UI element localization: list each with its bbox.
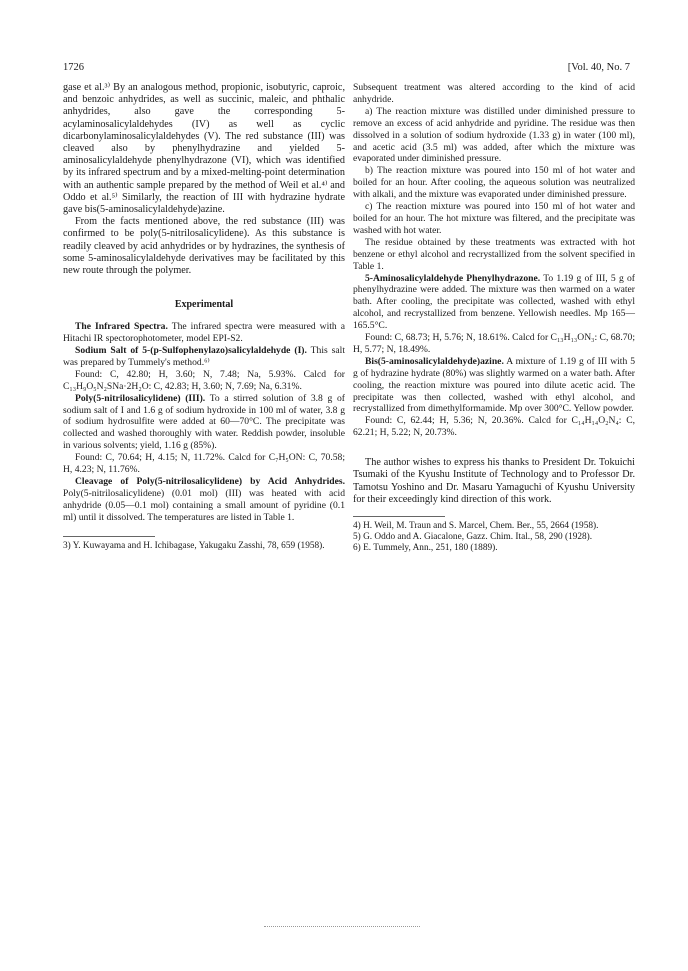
footnote-3: 3) Y. Kuwayama and H. Ichibagase, Yakugaku Zasshi, 78, 659 (1958). xyxy=(63,540,325,551)
acknowledgement: The author wishes to express his thanks to President Dr. Tokuichi Tsumaki of the Kyushu Institute of Technology and to Professor Dr. Tamotsu Yoshino and Dr. Masaru Yamaguchi of Kyushu University for their exceedingly kind direction of this work. xyxy=(353,457,635,505)
phenylhydrazone-analysis: Found: C, 68.73; H, 5.76; N, 18.61%. Calcd for C₁₃H₁₃ON₃: C, 68.70; H, 5.77; N, 18.49%. xyxy=(353,332,635,355)
residue-paragraph: The residue obtained by these treatments was extracted with hot benzene or ethyl alcohol and recrystallized from the solvent specified in Table 1. xyxy=(353,236,635,272)
left-column xyxy=(63,82,345,552)
sodium-salt-text: This salt was prepared by Tummely's method.⁶⁾ xyxy=(63,344,345,368)
section-heading-experimental: Experimental xyxy=(174,299,234,311)
polymer-title: Poly(5-nitrilosalicylidene) (III). xyxy=(75,392,206,404)
phenylhydrazone-paragraph xyxy=(353,273,635,333)
azine-title: Bis(5-aminosalicylaldehyde)azine. xyxy=(365,355,504,367)
ir-spectra-title: The Infrared Spectra. xyxy=(75,321,168,333)
treatment-intro: Subsequent treatment was altered according to the kind of acid anhydride. xyxy=(353,82,635,105)
footnote-6: 6) E. Tummely, Ann., 251, 180 (1889). xyxy=(353,543,498,554)
cleavage-title: Cleavage of Poly(5-nitrilosalicylidene) by Acid Anhydrides. xyxy=(75,475,345,487)
discussion-paragraph-2: From the facts mentioned above, the red substance (III) was confirmed to be poly(5-nitrilosalicylidene). As this substance is readily cleaved by acid anhydrides or by hydrazines, the synthesis of some 5-aminosalicylaldehyde derivatives may be facilitated by this new route through the polymer. xyxy=(63,216,345,277)
bottom-rule xyxy=(264,926,420,927)
page-number: 1726 xyxy=(63,62,84,73)
azine-analysis: Found: C, 62.44; H, 5.36; N, 20.36%. Calcd for C₁₄H₁₄O₂N₄: C, 62.21; H, 5.22; N, 20.73%. xyxy=(353,415,635,439)
sodium-salt-title: Sodium Salt of 5-(p-Sulfophenylazo)salicylaldehyde (I). xyxy=(75,344,307,356)
cleavage-paragraph xyxy=(63,476,345,524)
polymer-text: To a stirred solution of 3.8 g of sodium salt of I and 1.6 g of sodium hydroxide in 100 ml of water, 3.8 g of sodium hydrosulfite were added at 60—70°C. The precipitate was collected and washed thoroughly with water. Reddish powder, insoluble in various solvents; yield, 1.16 g (85%). xyxy=(63,392,345,452)
polymer-paragraph xyxy=(63,393,345,453)
cleavage-text: Poly(5-nitrilosalicylidene) (0.01 mol) (III) was heated with acid anhydride (0.05—0.1 mol) containing a small amount of pyridine (0.1 ml) until it dissolved. The temperatures are listed in Table 1. xyxy=(63,487,345,523)
phenylhydrazone-text: To 1.19 g of III, 5 g of phenylhydrazine were added. The mixture was then warmed on a water bath. After cooling, the precipitate was collected, washed with ethyl alcohol, and recrystallized from benzene. Yellowish needles. Mp 165—165.5°C. xyxy=(353,272,635,332)
azine-paragraph xyxy=(353,356,635,416)
ir-spectra-paragraph xyxy=(63,321,345,345)
treatment-c: c) The reaction mixture was poured into 150 ml of hot water and boiled for an hour. The hot mixture was filtered, and the precipitate was washed with hot water. xyxy=(353,201,635,236)
azine-text: A mixture of 1.19 g of III with 5 g of hydrazine hydrate (80%) was slightly warmed on a water bath. After cooling, the reaction mixture was poured into dilute acetic acid. The precipitate was then collected, washed with ethyl alcohol, and recrystallized from dimethylformamide. Mp over 300°C. Yellow powder. xyxy=(353,355,635,415)
footnote-5: 5) G. Oddo and A. Giacalone, Gazz. Chim. Ital., 58, 290 (1928). xyxy=(353,532,593,543)
phenylhydrazone-title: 5-Aminosalicylaldehyde Phenylhydrazone. xyxy=(365,272,541,284)
sodium-salt-analysis: Found: C, 42.80; H, 3.60; N, 7.48; Na, 5.93%. Calcd for C₁₃H₉O₅N₂SNa·2H₂O: C, 42.83; H, 3.60; N, 7.69; Na, 6.31%. xyxy=(63,368,345,392)
right-column xyxy=(353,82,635,555)
ir-spectra-text: The infrared spectra were measured with a Hitachi IR spectorophotometer, model EPI-S2. xyxy=(63,321,345,345)
treatment-b: b) The reaction mixture was poured into 150 ml of hot water and boiled for an hour. After cooling, the aqueous solution was neutralized with alkali, and the mixture was evaporated under diminished pressure. xyxy=(353,165,635,201)
sodium-salt-paragraph xyxy=(63,345,345,369)
treatment-a: a) The reaction mixture was distilled under diminished pressure to remove an excess of acid anhydride and pyridine. The residue was then dissolved in a solution of sodium hydroxide (1.33 g) in water (100 ml), and acetic acid (3.5 ml) was added, after which the mixture was evaporated under diminished pressure. xyxy=(353,105,635,165)
discussion-paragraph-1: gase et al.³⁾ By an analogous method, propionic, isobutyric, caproic, and benzoic anhydrides, as well as succinic, maleic, and phthalic anhydrides, also gave the corresponding 5-acylaminosalicylaldehydes (IV) as well as cyclic dicarbonylaminosalicylaldehydes (V). The red substance (III) was cleaved also by phenylhydrazine and yielded 5-aminosalicylaldehyde phenylhydrazone (VI), which was identified by its infrared spectrum and by a mixed-melting-point determination with an authentic sample prepared by the method of Weil et al.⁴⁾ and Oddo et al.⁵⁾ Similarly, the reaction of III with hydrazine hydrate gave bis(5-aminosalicylaldehyde)azine. xyxy=(63,82,345,216)
journal-reference: [Vol. 40, No. 7 xyxy=(567,62,630,73)
footnote-4: 4) H. Weil, M. Traun and S. Marcel, Chem. Ber., 55, 2664 (1958). xyxy=(353,521,599,531)
polymer-analysis: Found: C, 70.64; H, 4.15; N, 11.72%. Calcd for C₇H₅ON: C, 70.58; H, 4.23; N, 11.76%. xyxy=(63,452,345,476)
